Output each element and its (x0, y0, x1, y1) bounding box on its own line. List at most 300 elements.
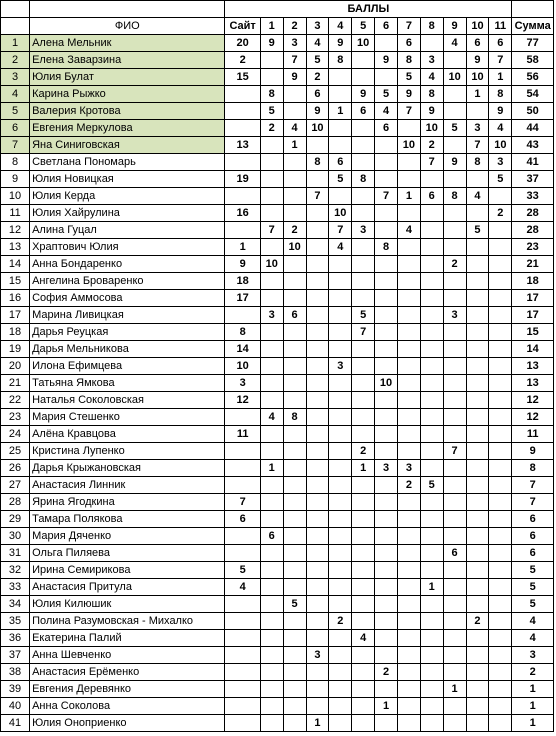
participant-name: Мария Стешенко (30, 409, 225, 426)
score-cell (420, 698, 443, 715)
score-cell (306, 545, 329, 562)
score-cell: 2 (489, 205, 512, 222)
score-cell (489, 222, 512, 239)
score-cell (225, 443, 260, 460)
score-cell (466, 664, 489, 681)
score-cell (443, 290, 466, 307)
sum-cell: 12 (512, 392, 554, 409)
score-cell (489, 562, 512, 579)
sum-cell: 7 (512, 477, 554, 494)
score-cell (306, 358, 329, 375)
column-header: 4 (329, 18, 352, 35)
score-cell: 6 (489, 35, 512, 52)
sum-cell: 5 (512, 596, 554, 613)
score-cell (420, 358, 443, 375)
score-cell (352, 681, 375, 698)
row-number: 13 (1, 239, 30, 256)
score-cell (329, 273, 352, 290)
score-cell (420, 392, 443, 409)
score-cell: 2 (352, 443, 375, 460)
score-cell (420, 596, 443, 613)
score-cell: 7 (420, 154, 443, 171)
score-cell (443, 426, 466, 443)
score-cell (375, 290, 398, 307)
score-cell (260, 358, 283, 375)
table-row (1, 392, 554, 409)
score-cell (489, 664, 512, 681)
score-cell: 2 (443, 256, 466, 273)
score-cell (420, 426, 443, 443)
score-cell: 9 (225, 256, 260, 273)
score-cell: 20 (225, 35, 260, 52)
score-cell (375, 324, 398, 341)
score-cell (489, 256, 512, 273)
score-cell: 3 (283, 35, 306, 52)
score-cell (329, 545, 352, 562)
score-cell (283, 171, 306, 188)
score-cell (397, 256, 420, 273)
score-cell (329, 307, 352, 324)
score-cell: 3 (375, 460, 398, 477)
score-cell (375, 494, 398, 511)
score-cell: 4 (489, 120, 512, 137)
score-cell (375, 511, 398, 528)
score-cell (329, 494, 352, 511)
score-cell (352, 188, 375, 205)
score-cell: 8 (420, 86, 443, 103)
participant-name: Юлия Булат (30, 69, 225, 86)
column-header: 7 (397, 18, 420, 35)
score-cell (260, 511, 283, 528)
score-cell (283, 273, 306, 290)
score-cell (225, 477, 260, 494)
score-cell: 6 (306, 86, 329, 103)
score-cell: 7 (466, 137, 489, 154)
participant-name: Алёна Кравцова (30, 426, 225, 443)
score-cell (489, 630, 512, 647)
score-cell (489, 545, 512, 562)
score-cell (352, 477, 375, 494)
score-cell (352, 715, 375, 732)
score-cell (420, 511, 443, 528)
score-cell: 7 (225, 494, 260, 511)
score-cell (375, 477, 398, 494)
score-cell (352, 256, 375, 273)
score-cell (397, 443, 420, 460)
score-cell (443, 358, 466, 375)
column-header: 5 (352, 18, 375, 35)
score-cell: 4 (329, 239, 352, 256)
sum-cell: 15 (512, 324, 554, 341)
row-number: 28 (1, 494, 30, 511)
table-row (1, 239, 554, 256)
score-cell (329, 290, 352, 307)
score-cell: 6 (397, 35, 420, 52)
score-cell (306, 324, 329, 341)
participant-name: Ангелина Броваренко (30, 273, 225, 290)
score-cell (352, 647, 375, 664)
score-cell: 6 (260, 528, 283, 545)
sum-cell: 21 (512, 256, 554, 273)
sum-cell: 37 (512, 171, 554, 188)
score-cell (443, 409, 466, 426)
score-cell (375, 426, 398, 443)
score-cell: 1 (329, 103, 352, 120)
score-cell (466, 392, 489, 409)
score-cell: 9 (352, 86, 375, 103)
score-cell (260, 324, 283, 341)
score-cell: 9 (443, 154, 466, 171)
participant-name: Дарья Крыжановская (30, 460, 225, 477)
score-cell (329, 86, 352, 103)
score-cell: 1 (283, 137, 306, 154)
score-cell (443, 324, 466, 341)
score-cell (420, 35, 443, 52)
score-cell (329, 324, 352, 341)
score-cell (260, 392, 283, 409)
table-row (1, 494, 554, 511)
score-cell: 4 (466, 188, 489, 205)
score-cell: 6 (466, 35, 489, 52)
score-cell: 3 (306, 647, 329, 664)
score-cell (329, 409, 352, 426)
fio-header: ФИО (30, 18, 225, 35)
sum-cell: 8 (512, 460, 554, 477)
sum-cell: 9 (512, 443, 554, 460)
sum-cell: 14 (512, 341, 554, 358)
score-cell: 8 (329, 52, 352, 69)
score-cell (352, 154, 375, 171)
score-cell (420, 409, 443, 426)
score-cell (306, 137, 329, 154)
row-number: 37 (1, 647, 30, 664)
row-number: 34 (1, 596, 30, 613)
score-cell (397, 273, 420, 290)
score-cell (306, 613, 329, 630)
score-cell (397, 154, 420, 171)
score-cell (466, 205, 489, 222)
score-cell (225, 222, 260, 239)
score-cell (443, 137, 466, 154)
table-row (1, 290, 554, 307)
score-cell (329, 120, 352, 137)
score-cell (466, 443, 489, 460)
table-row (1, 103, 554, 120)
score-cell (397, 307, 420, 324)
score-cell (329, 443, 352, 460)
score-cell (225, 188, 260, 205)
score-cell: 12 (225, 392, 260, 409)
score-cell (283, 715, 306, 732)
score-cell: 7 (260, 222, 283, 239)
score-cell: 10 (306, 120, 329, 137)
score-cell (352, 341, 375, 358)
score-cell (329, 341, 352, 358)
score-cell: 10 (420, 120, 443, 137)
table-row (1, 341, 554, 358)
score-cell: 2 (420, 137, 443, 154)
participant-name: Марина Ливицкая (30, 307, 225, 324)
table-row (1, 154, 554, 171)
score-cell: 7 (443, 443, 466, 460)
score-cell (283, 426, 306, 443)
score-cell (443, 205, 466, 222)
score-cell (306, 698, 329, 715)
score-cell: 6 (329, 154, 352, 171)
score-cell (329, 664, 352, 681)
sum-cell: 6 (512, 511, 554, 528)
score-cell (375, 596, 398, 613)
score-cell (329, 562, 352, 579)
score-cell (489, 392, 512, 409)
score-cell (306, 171, 329, 188)
score-cell (489, 681, 512, 698)
table-row (1, 460, 554, 477)
score-cell (489, 409, 512, 426)
score-cell (443, 392, 466, 409)
score-cell: 13 (225, 137, 260, 154)
participant-name: Ярина Ягодкина (30, 494, 225, 511)
score-cell: 2 (225, 52, 260, 69)
score-cell (352, 562, 375, 579)
score-cell: 9 (489, 103, 512, 120)
score-cell: 14 (225, 341, 260, 358)
score-cell (260, 596, 283, 613)
score-cell (420, 290, 443, 307)
row-number: 29 (1, 511, 30, 528)
participant-name: Юлия Хайрулина (30, 205, 225, 222)
score-cell (260, 239, 283, 256)
score-cell (443, 273, 466, 290)
score-cell (420, 681, 443, 698)
score-cell: 1 (420, 579, 443, 596)
score-cell (306, 477, 329, 494)
score-cell (375, 545, 398, 562)
score-cell (352, 596, 375, 613)
column-header: 8 (420, 18, 443, 35)
score-cell: 1 (375, 698, 398, 715)
column-header: 6 (375, 18, 398, 35)
score-cell: 1 (466, 86, 489, 103)
participant-name: Светлана Пономарь (30, 154, 225, 171)
score-cell (283, 341, 306, 358)
score-cell (283, 86, 306, 103)
header-sum-top-cell (512, 1, 554, 18)
table-row (1, 545, 554, 562)
score-cell (260, 630, 283, 647)
score-cell (420, 375, 443, 392)
score-cell (489, 273, 512, 290)
score-cell (306, 290, 329, 307)
table-row (1, 188, 554, 205)
score-cell (283, 375, 306, 392)
score-cell (225, 120, 260, 137)
score-cell: 6 (443, 545, 466, 562)
score-cell (306, 426, 329, 443)
sum-cell: 33 (512, 188, 554, 205)
score-cell (329, 698, 352, 715)
score-cell (283, 528, 306, 545)
row-number: 24 (1, 426, 30, 443)
participant-name: Юлия Керда (30, 188, 225, 205)
row-number: 16 (1, 290, 30, 307)
score-cell: 10 (283, 239, 306, 256)
table-row (1, 647, 554, 664)
score-cell (466, 630, 489, 647)
participant-name: София Аммосова (30, 290, 225, 307)
score-cell (489, 341, 512, 358)
score-cell: 16 (225, 205, 260, 222)
score-cell: 2 (329, 613, 352, 630)
table-row (1, 681, 554, 698)
score-cell (466, 511, 489, 528)
score-cell (375, 171, 398, 188)
table-row (1, 443, 554, 460)
score-cell (466, 324, 489, 341)
score-cell (283, 188, 306, 205)
score-cell: 5 (466, 222, 489, 239)
score-cell: 5 (443, 120, 466, 137)
score-cell (443, 477, 466, 494)
score-cell (420, 256, 443, 273)
score-cell (443, 171, 466, 188)
score-cell: 3 (329, 358, 352, 375)
score-cell (352, 205, 375, 222)
table-row (1, 273, 554, 290)
score-cell (489, 647, 512, 664)
score-cell (260, 715, 283, 732)
score-cell (420, 324, 443, 341)
score-cell (420, 664, 443, 681)
column-header: 11 (489, 18, 512, 35)
participant-name: Анастасия Ерёменко (30, 664, 225, 681)
score-cell: 4 (260, 409, 283, 426)
participant-name: Илона Ефимцева (30, 358, 225, 375)
score-cell: 4 (397, 222, 420, 239)
score-cell (397, 613, 420, 630)
table-row (1, 426, 554, 443)
score-cell: 9 (397, 86, 420, 103)
score-cell (225, 681, 260, 698)
score-cell: 4 (420, 69, 443, 86)
score-cell: 6 (375, 120, 398, 137)
table-row (1, 596, 554, 613)
score-cell: 10 (397, 137, 420, 154)
table-row (1, 579, 554, 596)
score-cell (329, 715, 352, 732)
sum-cell: 44 (512, 120, 554, 137)
score-cell: 3 (225, 375, 260, 392)
score-cell (260, 52, 283, 69)
score-cell (352, 528, 375, 545)
score-cell (420, 460, 443, 477)
score-cell (225, 307, 260, 324)
score-cell (489, 477, 512, 494)
score-cell: 1 (306, 715, 329, 732)
score-cell (397, 341, 420, 358)
row-number: 3 (1, 69, 30, 86)
score-cell (443, 596, 466, 613)
score-cell (420, 613, 443, 630)
header-index-cell (1, 18, 30, 35)
score-cell: 9 (329, 35, 352, 52)
score-cell (283, 358, 306, 375)
score-cell: 1 (397, 188, 420, 205)
score-cell (352, 52, 375, 69)
score-cell (489, 358, 512, 375)
sum-cell: 18 (512, 273, 554, 290)
score-cell: 3 (466, 120, 489, 137)
score-cell (443, 698, 466, 715)
score-cell (306, 222, 329, 239)
row-number: 35 (1, 613, 30, 630)
participant-name: Ирина Семирикова (30, 562, 225, 579)
score-cell (420, 562, 443, 579)
score-cell (420, 341, 443, 358)
row-number: 30 (1, 528, 30, 545)
score-cell (260, 477, 283, 494)
row-number: 12 (1, 222, 30, 239)
points-header: БАЛЛЫ (225, 1, 512, 18)
score-cell (283, 205, 306, 222)
table-row (1, 613, 554, 630)
score-cell (352, 69, 375, 86)
score-cell (466, 596, 489, 613)
score-cell (306, 494, 329, 511)
score-cell: 2 (283, 222, 306, 239)
sum-cell: 50 (512, 103, 554, 120)
score-cell (306, 375, 329, 392)
score-cell (306, 460, 329, 477)
score-cell (375, 137, 398, 154)
score-cell (329, 511, 352, 528)
score-cell (375, 409, 398, 426)
score-cell (225, 630, 260, 647)
score-cell (466, 579, 489, 596)
score-cell (283, 154, 306, 171)
score-cell: 3 (397, 460, 420, 477)
score-cell (375, 69, 398, 86)
score-cell (466, 103, 489, 120)
score-cell (329, 579, 352, 596)
score-cell (352, 392, 375, 409)
participant-name: Кристина Лупенко (30, 443, 225, 460)
score-cell (329, 528, 352, 545)
score-cell (225, 528, 260, 545)
score-cell (375, 205, 398, 222)
table-row (1, 409, 554, 426)
score-cell: 11 (225, 426, 260, 443)
score-cell (375, 307, 398, 324)
score-cell: 6 (283, 307, 306, 324)
score-cell (420, 528, 443, 545)
sum-cell: 28 (512, 222, 554, 239)
score-cell: 6 (352, 103, 375, 120)
sum-cell: 77 (512, 35, 554, 52)
row-number: 41 (1, 715, 30, 732)
score-cell (397, 494, 420, 511)
table-row (1, 358, 554, 375)
row-number: 22 (1, 392, 30, 409)
row-number: 20 (1, 358, 30, 375)
sum-cell: 2 (512, 664, 554, 681)
row-number: 7 (1, 137, 30, 154)
score-cell (397, 290, 420, 307)
sum-cell: 5 (512, 579, 554, 596)
score-cell: 15 (225, 69, 260, 86)
score-cell: 8 (397, 52, 420, 69)
score-cell (260, 562, 283, 579)
